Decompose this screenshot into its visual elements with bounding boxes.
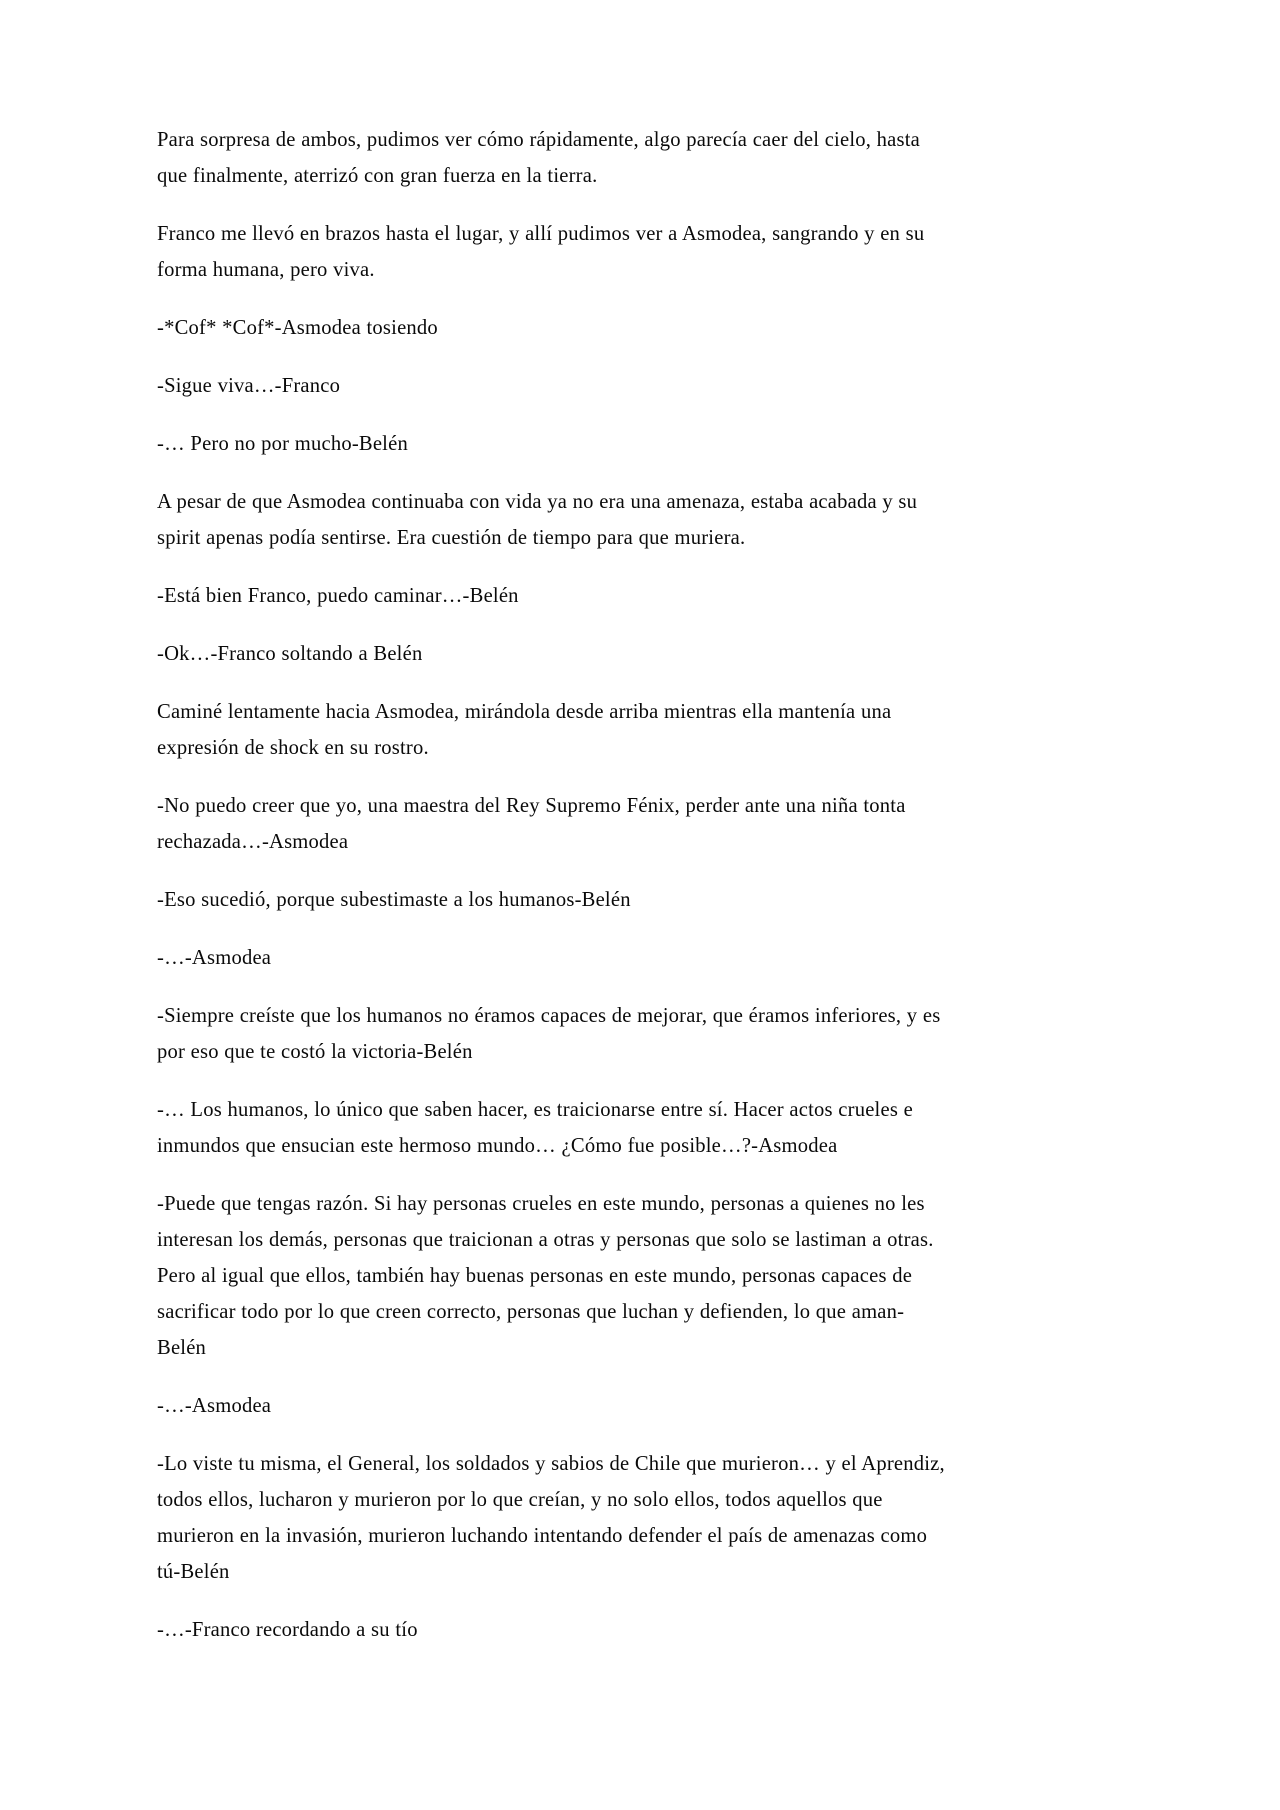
paragraph: -No puedo creer que yo, una maestra del Rey Supremo Fénix, perder ante una niña tonta rechazada…-Asmodea <box>157 795 906 853</box>
paragraph: Franco me llevó en brazos hasta el lugar, y allí pudimos ver a Asmodea, sangrando y en su forma humana, pero viva. <box>157 223 925 281</box>
paragraph: -Lo viste tu misma, el General, los soldados y sabios de Chile que murieron… y el Aprendiz, todos ellos, lucharon y murieron por lo que creían, y no solo ellos, todos aquellos que murieron en la invasión, murieron luchando intentando defender el país de amenazas como tú-Belén <box>157 1453 945 1583</box>
paragraph: -Puede que tengas razón. Si hay personas crueles en este mundo, personas a quienes no les interesan los demás, personas que traicionan a otras y personas que solo se lastiman a otras. Pero al igual que ellos, también hay buenas personas en este mundo, personas capaces de sacrificar todo por lo que creen correcto, personas que luchan y defienden, lo que aman-Belén <box>157 1193 934 1359</box>
paragraph: -… Pero no por mucho-Belén <box>157 433 408 455</box>
paragraph: -…-Asmodea <box>157 947 272 969</box>
paragraph: -Eso sucedió, porque subestimaste a los humanos-Belén <box>157 889 631 911</box>
paragraph: -Está bien Franco, puedo caminar…-Belén <box>157 585 519 607</box>
paragraph: -Siempre creíste que los humanos no éramos capaces de mejorar, que éramos inferiores, y es por eso que te costó la victoria-Belén <box>157 1005 941 1063</box>
paragraph: Para sorpresa de ambos, pudimos ver cómo rápidamente, algo parecía caer del cielo, hasta que finalmente, aterrizó con gran fuerza en la tierra. <box>157 129 921 187</box>
paragraph: -Sigue viva…-Franco <box>157 375 341 397</box>
document-text-column <box>157 122 949 1648</box>
paragraph: -…-Asmodea <box>157 1395 272 1417</box>
paragraph: -…-Franco recordando a su tío <box>157 1619 418 1641</box>
paragraph: -*Cof* *Cof*-Asmodea tosiendo <box>157 317 438 339</box>
paragraph: A pesar de que Asmodea continuaba con vida ya no era una amenaza, estaba acabada y su spirit apenas podía sentirse. Era cuestión de tiempo para que muriera. <box>157 491 918 549</box>
paragraph: Caminé lentamente hacia Asmodea, mirándola desde arriba mientras ella mantenía una expresión de shock en su rostro. <box>157 701 892 759</box>
paragraph: -… Los humanos, lo único que saben hacer, es traicionarse entre sí. Hacer actos crueles e inmundos que ensucian este hermoso mundo… ¿Cómo fue posible…?-Asmodea <box>157 1099 913 1157</box>
paragraph: -Ok…-Franco soltando a Belén <box>157 643 423 665</box>
